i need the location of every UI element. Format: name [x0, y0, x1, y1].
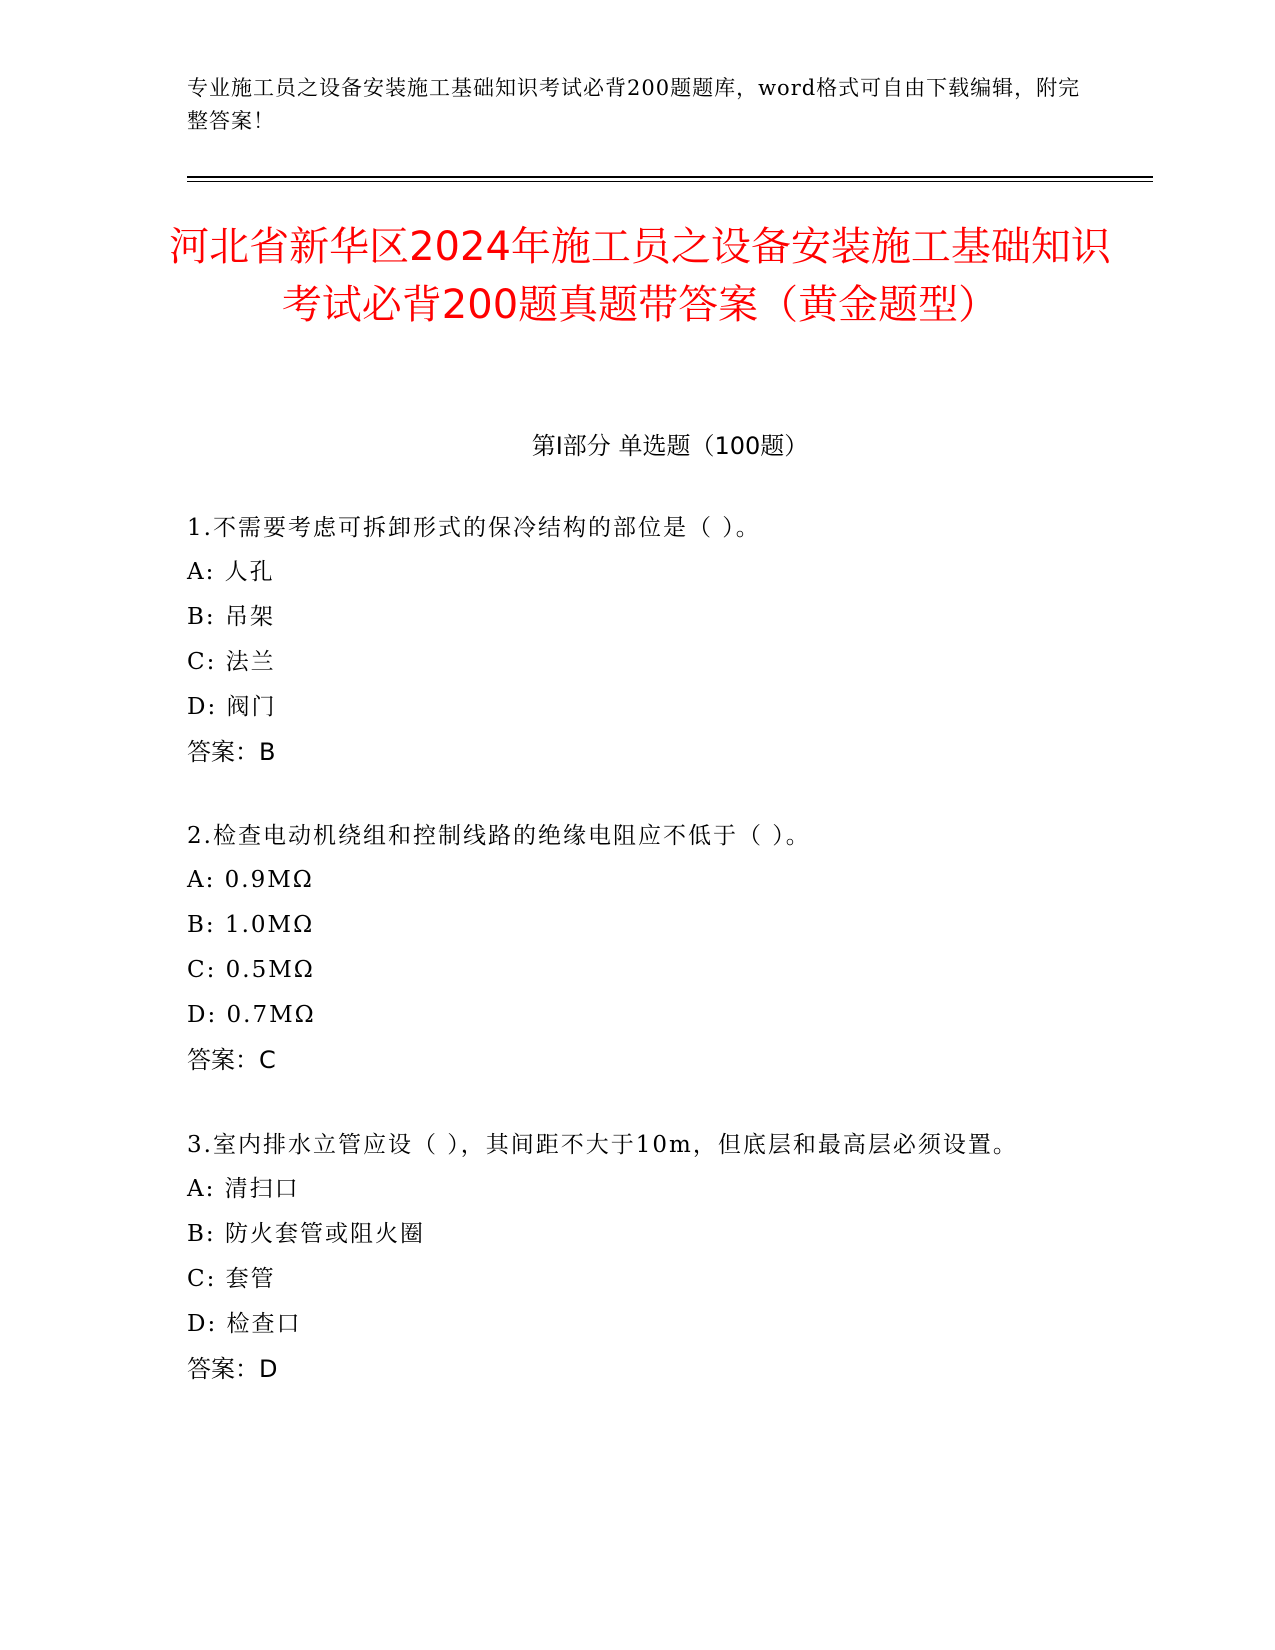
question-2	[187, 814, 1087, 1083]
option-c: C: 0.5MΩ	[187, 957, 315, 983]
option-b: B: 1.0MΩ	[187, 912, 315, 938]
question-stem: 2.检查电动机绕组和控制线路的绝缘电阻应不低于（ ）。	[187, 823, 811, 849]
option-a: A: 0.9MΩ	[187, 867, 314, 893]
question-stem: 1.不需要考虑可拆卸形式的保冷结构的部位是（ ）。	[187, 515, 761, 541]
question-1	[187, 506, 1087, 775]
header-divider-thin	[187, 181, 1153, 182]
answer: 答案：B	[187, 738, 276, 766]
document-title: 河北省新华区2024年施工员之设备安装施工基础知识考试必背200题真题带答案（黄金题型）	[169, 224, 1111, 328]
option-c: C: 套管	[187, 1266, 276, 1292]
header-divider-thick	[187, 176, 1153, 178]
answer: 答案：D	[187, 1355, 278, 1383]
option-d: D: 阀门	[187, 694, 277, 720]
header-note: 专业施工员之设备安装施工基础知识考试必背200题题库，word格式可自由下载编辑，附完整答案！	[187, 76, 1081, 133]
option-a: A: 清扫口	[187, 1176, 300, 1202]
question-3	[187, 1123, 1087, 1392]
question-stem: 3.室内排水立管应设（ ），其间距不大于10m，但底层和最高层必须设置。	[187, 1132, 1018, 1158]
answer: 答案：C	[187, 1046, 276, 1074]
option-a: A: 人孔	[187, 559, 275, 585]
option-d: D: 0.7MΩ	[187, 1002, 316, 1028]
option-c: C: 法兰	[187, 649, 276, 675]
section-heading: 第Ⅰ部分 单选题（100题）	[531, 432, 809, 460]
option-b: B: 吊架	[187, 604, 275, 630]
option-b: B: 防火套管或阻火圈	[187, 1221, 425, 1247]
option-d: D: 检查口	[187, 1311, 302, 1337]
